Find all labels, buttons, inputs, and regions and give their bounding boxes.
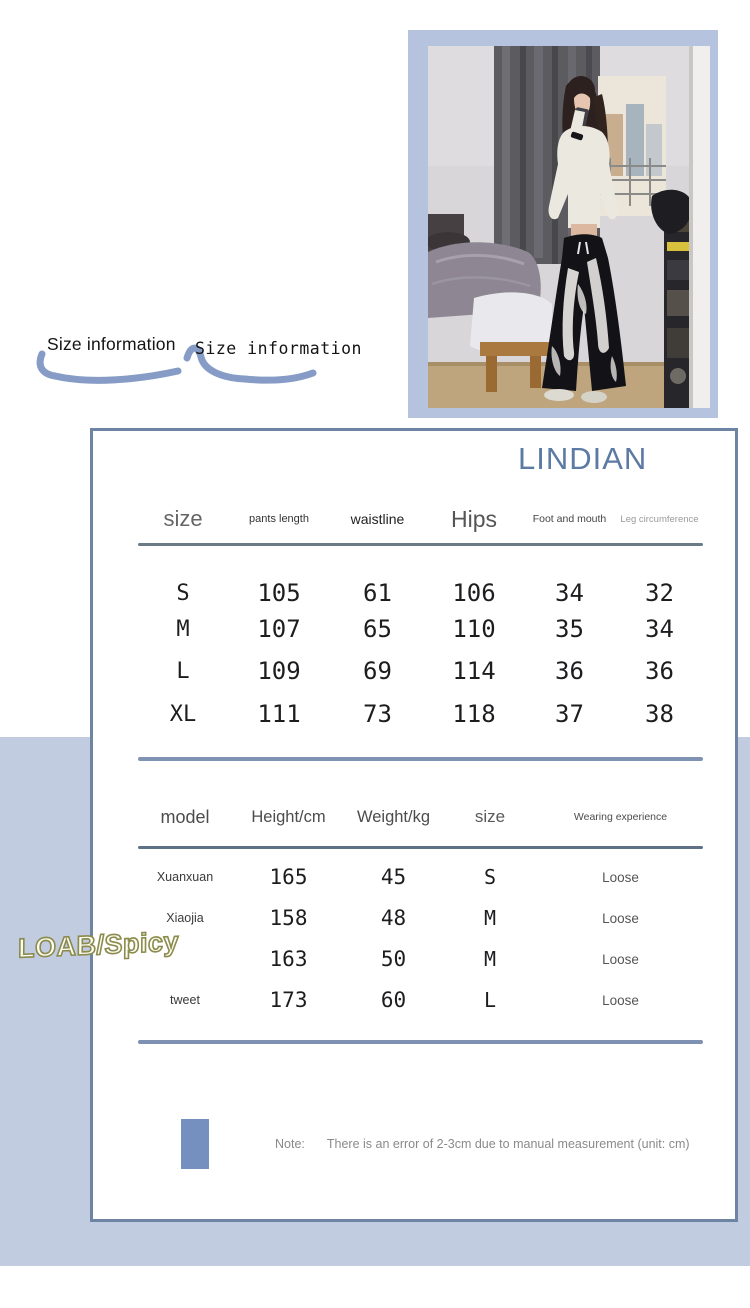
size-chart-card bbox=[90, 428, 738, 1222]
table-cell: 35 bbox=[555, 615, 584, 643]
table-cell: 60 bbox=[380, 988, 407, 1012]
table-cell: 32 bbox=[645, 579, 674, 607]
tables-divider-rule bbox=[138, 757, 703, 761]
column-header: size bbox=[163, 506, 203, 531]
table-cell: 106 bbox=[452, 579, 496, 607]
table-cell: M bbox=[483, 906, 497, 930]
column-header: Leg circumference bbox=[620, 513, 699, 525]
table-cell: Loose bbox=[602, 992, 639, 1008]
column-header: Wearing experience bbox=[573, 811, 668, 823]
table-cell: Loose bbox=[602, 910, 639, 926]
model-table bbox=[138, 861, 703, 1025]
table-cell: Loose bbox=[602, 869, 639, 885]
table-row bbox=[138, 655, 703, 687]
model-table-bottom-rule bbox=[138, 1040, 703, 1044]
table-cell: 107 bbox=[257, 615, 301, 643]
model-table-header bbox=[138, 799, 703, 835]
table-cell: S bbox=[176, 580, 190, 606]
table-cell: 37 bbox=[555, 700, 584, 728]
table-cell: 118 bbox=[452, 700, 496, 728]
table-row bbox=[138, 902, 703, 934]
table-cell: Xiaojia bbox=[166, 911, 204, 925]
column-header: Weight/kg bbox=[356, 807, 431, 826]
product-photo-frame bbox=[408, 30, 718, 418]
table-cell: 158 bbox=[269, 906, 308, 930]
table-row bbox=[138, 613, 703, 645]
table-cell: 173 bbox=[269, 988, 308, 1012]
note-label: Note: bbox=[275, 1137, 305, 1151]
column-header: model bbox=[160, 806, 210, 827]
column-header: Foot and mouth bbox=[532, 513, 607, 525]
table-cell: M bbox=[483, 947, 497, 971]
table-cell: 73 bbox=[363, 700, 392, 728]
table-row bbox=[138, 943, 703, 975]
table-cell: 65 bbox=[363, 615, 392, 643]
watermark-text: LOAB/Spicy bbox=[17, 926, 180, 964]
size-information-label-alt: Size information bbox=[195, 339, 362, 358]
table-row bbox=[138, 577, 703, 609]
table-cell: S bbox=[483, 865, 497, 889]
table-cell: 114 bbox=[452, 657, 496, 685]
table-row bbox=[138, 861, 703, 893]
table-cell: 69 bbox=[363, 657, 392, 685]
measurement-note bbox=[275, 1137, 690, 1151]
table-cell: Xuanxuan bbox=[156, 870, 214, 884]
table-cell: Loose bbox=[602, 951, 639, 967]
table-cell: 34 bbox=[555, 579, 584, 607]
size-table bbox=[138, 577, 703, 730]
table-cell: 34 bbox=[645, 615, 674, 643]
table-cell: 61 bbox=[363, 579, 392, 607]
table-cell: 48 bbox=[380, 906, 407, 930]
table-row bbox=[138, 698, 703, 730]
table-row bbox=[138, 984, 703, 1016]
table-cell: 109 bbox=[257, 657, 301, 685]
table-cell: 36 bbox=[555, 657, 584, 685]
model-table-header-rule bbox=[138, 846, 703, 849]
size-table-header-rule bbox=[138, 543, 703, 546]
table-cell: L bbox=[176, 658, 190, 684]
table-cell: 163 bbox=[269, 947, 308, 971]
table-cell: 36 bbox=[645, 657, 674, 685]
brand-logo-text: LINDIAN bbox=[518, 441, 648, 476]
table-cell: 105 bbox=[257, 579, 301, 607]
column-header: pants length bbox=[249, 513, 309, 525]
table-cell: 50 bbox=[380, 947, 407, 971]
product-photo-illustration bbox=[428, 46, 710, 408]
table-cell: L bbox=[483, 988, 497, 1012]
table-cell: M bbox=[176, 616, 190, 642]
column-header: size bbox=[474, 807, 506, 826]
table-cell: 110 bbox=[452, 615, 496, 643]
table-cell: tweet bbox=[170, 993, 200, 1007]
size-information-heading bbox=[35, 326, 385, 390]
column-header: Hips bbox=[450, 505, 497, 532]
size-information-label: Size information bbox=[47, 334, 176, 354]
table-cell: 111 bbox=[257, 700, 301, 728]
accent-rectangle bbox=[181, 1119, 209, 1169]
table-cell: 45 bbox=[380, 865, 407, 889]
size-table-header bbox=[138, 499, 703, 539]
table-cell: XL bbox=[169, 701, 197, 727]
table-cell: 165 bbox=[269, 865, 308, 889]
note-text: There is an error of 2-3cm due to manual measurement (unit: cm) bbox=[326, 1137, 690, 1151]
table-cell: 38 bbox=[645, 700, 674, 728]
column-header: Height/cm bbox=[251, 807, 326, 826]
column-header: waistline bbox=[350, 511, 405, 527]
